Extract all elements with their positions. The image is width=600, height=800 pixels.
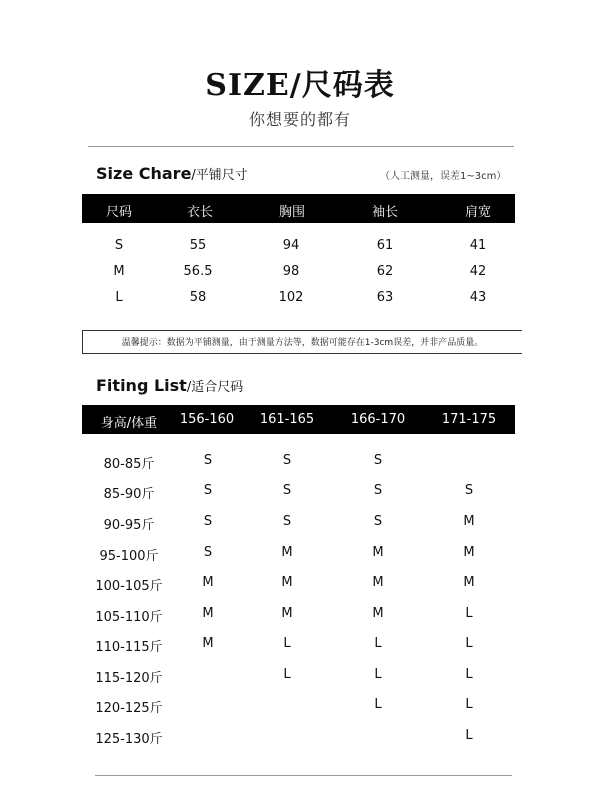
table-cell: L bbox=[283, 667, 291, 682]
table-cell: M bbox=[202, 606, 214, 621]
table-cell: S bbox=[464, 483, 474, 498]
column-header: 156-160 bbox=[179, 412, 235, 427]
size-chart-title-en: Size Chare bbox=[96, 164, 192, 183]
measurement-note: （人工测量，误差1~3cm） bbox=[380, 171, 507, 182]
table-cell: 115-120斤 bbox=[95, 671, 163, 686]
table-cell: 85-90斤 bbox=[103, 487, 155, 502]
table-cell: 55 bbox=[189, 238, 207, 253]
table-cell: L bbox=[374, 697, 382, 712]
table-cell: S bbox=[282, 514, 292, 529]
column-header: 171-175 bbox=[441, 412, 497, 427]
column-header: 袖长 bbox=[371, 205, 399, 220]
table-row bbox=[0, 697, 600, 717]
table-row bbox=[0, 238, 600, 258]
table-cell: M bbox=[281, 606, 293, 621]
table-cell: L bbox=[465, 728, 473, 743]
table-row bbox=[0, 514, 600, 534]
table-row bbox=[0, 575, 600, 595]
table-cell: L bbox=[465, 697, 473, 712]
table-cell: 125-130斤 bbox=[95, 732, 163, 747]
table-row bbox=[0, 290, 600, 310]
table-cell: 94 bbox=[282, 238, 300, 253]
column-header: 166-170 bbox=[350, 412, 406, 427]
table-row bbox=[0, 264, 600, 284]
table-cell: S bbox=[203, 453, 213, 468]
table-cell: 42 bbox=[469, 264, 487, 279]
warning-note: 温馨提示：数据为平铺测量，由于测量方法等，数据可能存在1-3cm误差，并非产品质量。 bbox=[82, 330, 522, 354]
table-cell: 90-95斤 bbox=[103, 518, 155, 533]
table-row bbox=[0, 667, 600, 687]
table-cell: 120-125斤 bbox=[95, 701, 163, 716]
column-header: 161-165 bbox=[259, 412, 315, 427]
table-cell: M bbox=[113, 264, 125, 279]
size-chart-header bbox=[82, 194, 515, 223]
table-cell: 95-100斤 bbox=[99, 549, 159, 564]
table-row bbox=[0, 483, 600, 503]
table-cell: M bbox=[281, 545, 293, 560]
table-cell: M bbox=[281, 575, 293, 590]
table-cell: M bbox=[372, 545, 384, 560]
table-cell: L bbox=[115, 290, 123, 305]
column-header: 尺码 bbox=[105, 205, 133, 220]
size-chart-title-cn: /平铺尺寸 bbox=[191, 168, 248, 183]
fitting-list-heading bbox=[96, 376, 243, 395]
column-header: 身高/体重 bbox=[100, 416, 158, 431]
table-cell: 43 bbox=[469, 290, 487, 305]
table-cell: 102 bbox=[278, 290, 304, 305]
table-cell: S bbox=[203, 514, 213, 529]
table-row bbox=[0, 728, 600, 748]
table-cell: M bbox=[372, 606, 384, 621]
table-cell: L bbox=[374, 636, 382, 651]
table-row bbox=[0, 453, 600, 473]
column-header: 衣长 bbox=[186, 205, 214, 220]
table-row bbox=[0, 545, 600, 565]
table-cell: M bbox=[202, 636, 214, 651]
table-row bbox=[0, 636, 600, 656]
table-cell: 110-115斤 bbox=[95, 640, 163, 655]
table-cell: M bbox=[202, 575, 214, 590]
column-header: 肩宽 bbox=[464, 205, 492, 220]
divider-bottom bbox=[95, 775, 512, 776]
table-cell: 61 bbox=[376, 238, 394, 253]
table-cell: L bbox=[465, 636, 473, 651]
table-cell: L bbox=[465, 606, 473, 621]
table-cell: S bbox=[282, 453, 292, 468]
fitting-list-title-en: Fiting List bbox=[96, 376, 187, 395]
column-header: 胸围 bbox=[278, 205, 306, 220]
table-cell: M bbox=[463, 514, 475, 529]
table-cell: 98 bbox=[282, 264, 300, 279]
table-cell: 105-110斤 bbox=[95, 610, 163, 625]
table-cell: M bbox=[463, 575, 475, 590]
table-cell: 80-85斤 bbox=[103, 457, 155, 472]
table-cell: 58 bbox=[189, 290, 207, 305]
table-cell: M bbox=[463, 545, 475, 560]
page-subtitle: 你想要的都有 bbox=[248, 110, 351, 129]
page-title: SIZE/尺码表 bbox=[205, 68, 395, 103]
table-cell: S bbox=[373, 483, 383, 498]
table-row bbox=[0, 606, 600, 626]
size-chart-heading bbox=[96, 164, 248, 183]
table-cell: S bbox=[282, 483, 292, 498]
table-cell: L bbox=[283, 636, 291, 651]
table-cell: S bbox=[203, 483, 213, 498]
table-cell: S bbox=[203, 545, 213, 560]
table-cell: 63 bbox=[376, 290, 394, 305]
table-cell: S bbox=[373, 514, 383, 529]
table-cell: 62 bbox=[376, 264, 394, 279]
table-cell: M bbox=[372, 575, 384, 590]
table-cell: S bbox=[373, 453, 383, 468]
table-cell: L bbox=[374, 667, 382, 682]
fitting-list-title-cn: /适合尺码 bbox=[186, 380, 244, 395]
fitting-list-header bbox=[82, 405, 515, 434]
table-cell: 56.5 bbox=[183, 264, 213, 279]
table-cell: 100-105斤 bbox=[95, 579, 163, 594]
table-cell: 41 bbox=[469, 238, 487, 253]
table-cell: S bbox=[114, 238, 124, 253]
divider-top bbox=[88, 146, 514, 147]
table-cell: L bbox=[465, 667, 473, 682]
